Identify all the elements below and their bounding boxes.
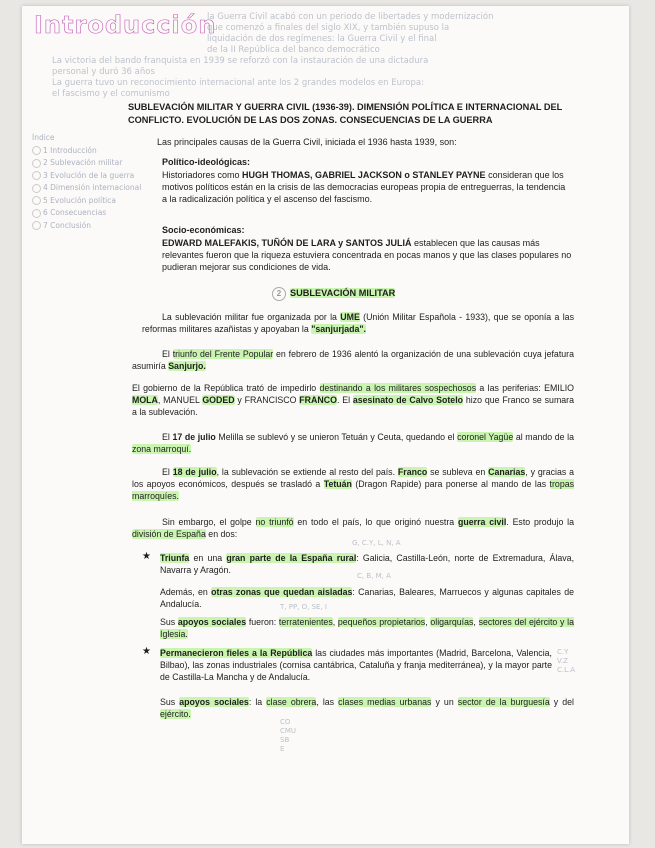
pencil-note: C.Y V.Z C.L.A — [557, 648, 576, 674]
intro-text: Las principales causas de la Guerra Civil, iniciada el 1936 hasta 1939, son: — [157, 137, 457, 147]
index-item: 6 Consecuencias — [32, 208, 118, 221]
index-item: 2 Sublevación militar — [32, 158, 118, 171]
paragraph: El triunfo del Frente Popular en febrero de 1936 alentó la organización de una sublevación cuya jefatura asumiría Sanjurjo. — [132, 349, 574, 372]
pencil-note: G, C.Y, L, N, A — [352, 539, 401, 547]
pencil-note: CO CMU SB E — [280, 718, 297, 753]
bullet-item-detail: Además, en otras zonas que quedan aisladas: Canarias, Baleares, Marruecos y algunas capitales de Andalucía. — [160, 587, 574, 610]
socioeconomic-causes: Socio-económicas: EDWARD MALEFAKIS, TUÑÓN DE LARA y SANTOS JULIÁ establecen que las causas más relevantes fueron que la riqueza estuviera concentrada en pocas manos y que las clases populares no pudieran mejorar sus condiciones de vida. — [162, 225, 572, 272]
paragraph: Sin embargo, el golpe no triunfó en todo el país, lo que originó nuestra guerra civil. Esto produjo la división de España en dos: — [132, 517, 574, 540]
document-heading: SUBLEVACIÓN MILITAR Y GUERRA CIVIL (1936-39). DIMENSIÓN POLÍTICA E INTERNACIONAL DEL CONFLICTO. EVOLUCIÓN DE LAS DOS ZONAS. CONSECUENCIAS DE LA GUERRA — [128, 102, 563, 125]
section-title: 2 SUBLEVACIÓN MILITAR — [272, 287, 395, 301]
bullet-item: Permanecieron fieles a la República las ciudades más importantes (Madrid, Barcelona, Valencia, Bilbao), las zonas industriales (cornisa cantábrica, Cataluña y franja mediterránea), y la mayor parte de Castilla-La Mancha y de Andalucía. — [160, 648, 552, 683]
paragraph: El 18 de julio, la sublevación se extiende al resto del país. Franco se subleva en Canarias, y gracias a los apoyos económicos, después se trasladó a Tetuán (Dragon Rapide) para ponerse al mando de las tropas marroquíes. — [132, 467, 574, 502]
paragraph: El 17 de julio Melilla se sublevó y se unieron Tetuán y Ceuta, quedando el coronel Yagüe al mando de la zona marroquí. — [132, 432, 574, 455]
handwritten-index — [32, 133, 142, 233]
bullet-star: ★ — [142, 646, 151, 657]
bullet-item-detail: Sus apoyos sociales fueron: terratenientes, pequeños propietarios, oligarquías, sectores del ejército y la Iglesia. — [160, 617, 574, 640]
index-item: 4 Dimensión internacional — [32, 183, 118, 196]
index-item: 5 Evolución política — [32, 196, 118, 209]
bullet-item: Triunfa en una gran parte de la España rural: Galicia, Castilla-León, norte de Extremadura, Álava, Navarra y Aragón. — [160, 553, 575, 576]
notebook-page — [22, 6, 629, 844]
handwritten-note: la Guerra Civil acabó con un periodo de libertades y modernización que comenzó a finales del siglo XIX, y también supuso la liquidación de dos regímenes: la Guerra Civil y el final de la II República del banco democrático — [207, 12, 494, 55]
handwritten-note: La victoria del bando franquista en 1939 se reforzó con la instauración de una dictadura personal y duró 36 años La guerra tuvo un reconocimiento internacional ante los 2 grandes modelos en Europa: el fascismo y el comunismo — [52, 56, 429, 99]
paragraph: El gobierno de la República trató de impedirlo destinando a los militares sospechosos a las periferias: EMILIO MOLA, MANUEL GODED y FRANCISCO FRANCO. El asesinato de Calvo Sotelo hizo que Franco se sumara a la sublevación. — [132, 383, 574, 418]
bullet-item-detail: Sus apoyos sociales: la clase obrera, las clases medias urbanas y un sector de la burguesía y del ejército. — [160, 697, 575, 720]
bullet-star: ★ — [142, 551, 151, 562]
pencil-note: T, PP, O, SE, I — [280, 603, 327, 611]
political-causes: Político-ideológicas: Historiadores como HUGH THOMAS, GABRIEL JACKSON o STANLEY PAYNE consideran que los motivos políticos están en la crisis de las democracias europeas propia de entreguerras, la tendencia a la radicalización política y el ascenso del fascismo. — [162, 157, 566, 204]
paragraph: La sublevación militar fue organizada por la UME (Unión Militar Española - 1933), que se oponía a las reformas militares azañistas y apoyaban la "sanjurjada". — [142, 312, 574, 335]
index-item: 3 Evolución de la guerra — [32, 171, 118, 184]
handwritten-title: Introducción — [34, 11, 217, 39]
index-label: Índice — [32, 133, 55, 142]
index-item: 1 Introducción — [32, 146, 118, 159]
pencil-note: C, B, M, A — [357, 572, 391, 580]
index-item: 7 Conclusión — [32, 221, 118, 234]
